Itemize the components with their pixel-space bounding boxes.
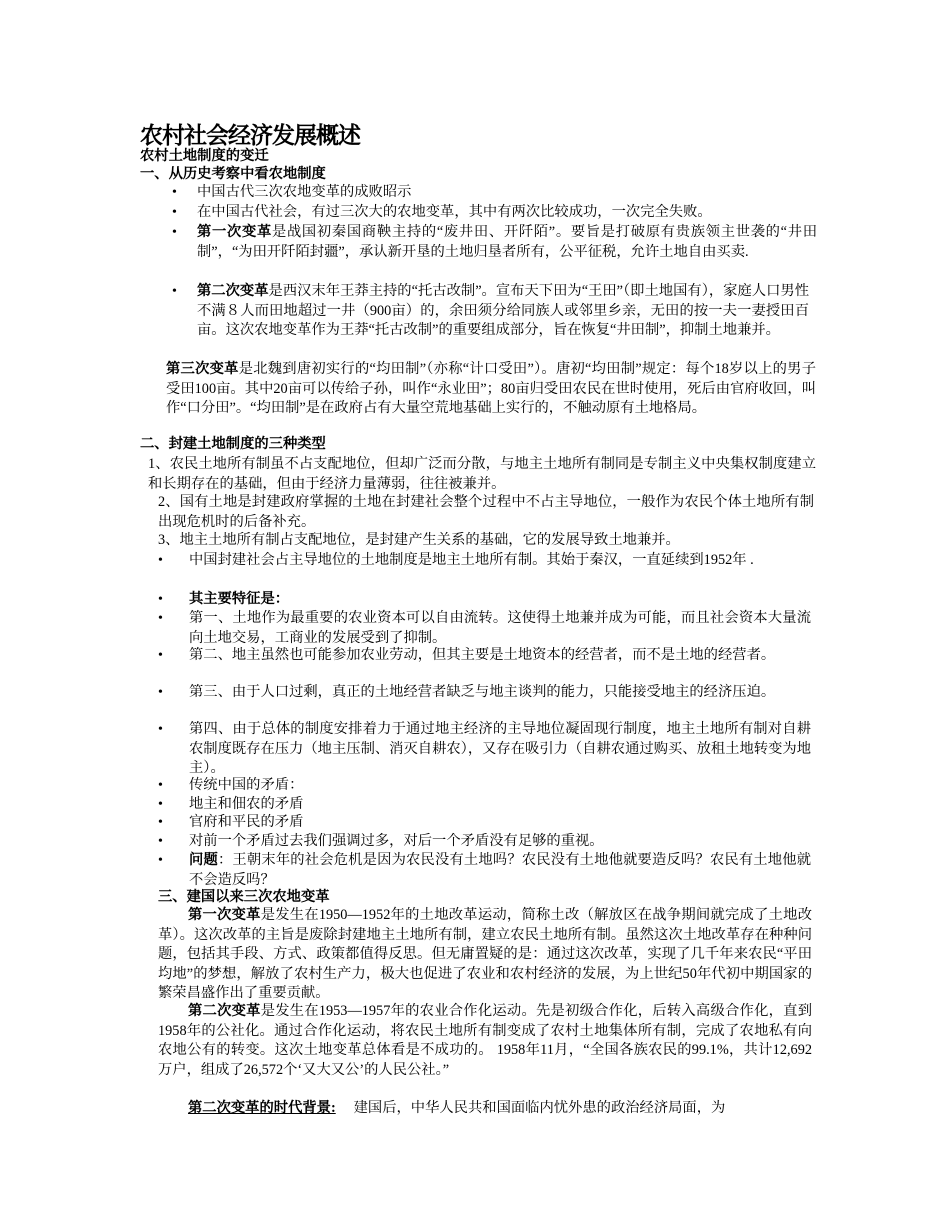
bullet-icon: • — [158, 553, 163, 568]
background-label: 第二次变革的时代背景: — [188, 1100, 336, 1116]
numbered-item: 2、国有土地是封建政府掌握的土地在封建社会整个过程中不占主导地位，一般作为农民个体土地所有制出现危机时的后备补充。 — [158, 494, 814, 530]
cooperative-text: 是发生在1953—1957年的农业合作化运动。先是初级合作化，后转入高级合作化，直到1958年的公社化。通过合作化运动，将农民土地所有制变成了农村土地集体所有制，完成了农地私有向农地公有的转变。这次土地变革总体看是不成功的。 1958年11月，“全国各族农民的99.1%，共计12,692万户，组成了26,572个‘又大又公’的人民公社。” — [158, 1003, 813, 1078]
numbered-item: 3、地主土地所有制占支配地位，是封建产生关系的基础，它的发展导致土地兼并。 — [158, 532, 680, 548]
heading-1: 一、从历史考察中看农地制度 — [140, 166, 326, 182]
second-reform-label: 第二次变革 — [197, 283, 269, 299]
first-reform-label: 第一次变革 — [197, 224, 272, 240]
land-reform-label: 第一次变革 — [188, 907, 261, 923]
background-text: 建国后，中华人民共和国面临内忧外患的政治经济局面，为 — [335, 1100, 726, 1116]
bullet-icon: • — [158, 834, 163, 849]
third-reform-label: 第三次变革 — [166, 361, 239, 377]
list-item: 在中国古代社会，有过三次大的农地变革，其中有两次比较成功，一次完全失败。 — [197, 204, 712, 220]
question-label: 问题 — [189, 852, 218, 868]
heading-3: 三、建国以来三次农地变革 — [158, 889, 330, 905]
second-reform-text: 是西汉末年王莽主持的“托古改制”。宣布天下田为“王田”（即土地国有），家庭人口男性不满８人而田地超过一井（900亩）的，余田须分给同族人或邻里乡亲，无田的按一夫一妻授田百亩。这次农地变革作为王莽“托古改制”的重要组成部分，旨在恢复“井田制”，抑制土地兼并。 — [197, 283, 809, 339]
list-item: 地主和佃农的矛盾 — [189, 796, 304, 812]
list-item: 第二、地主虽然也可能参加农业劳动，但其主要是土地资本的经营者，而不是土地的经营者。 — [189, 647, 776, 663]
bullet-icon: • — [172, 284, 177, 299]
section-subtitle: 农村土地制度的变迁 — [140, 148, 269, 164]
list-item: 对前一个矛盾过去我们强调过多，对后一个矛盾没有足够的重视。 — [189, 833, 604, 849]
first-reform-text: 是战国初秦国商鞅主持的“废井田、开阡陌”。要旨是打破原有贵族领主世袭的“井田制”，“为田开阡陌封疆”，承认新开垦的土地归垦者所有，公平征税，允许土地自由买卖. — [197, 224, 817, 260]
question-text: ：王朝末年的社会危机是因为农民没有土地吗？农民没有土地他就要造反吗？农民有土地他就不会造反吗？ — [189, 852, 812, 888]
body-paragraph — [158, 1099, 812, 1119]
bullet-icon: • — [158, 592, 163, 607]
bullet-icon: • — [158, 685, 163, 700]
list-item: 传统中国的矛盾： — [189, 777, 304, 793]
cooperative-label: 第二次变革 — [188, 1003, 261, 1019]
list-item — [197, 223, 817, 262]
list-item — [189, 851, 811, 890]
bullet-icon: • — [158, 648, 163, 663]
bullet-icon: • — [172, 185, 177, 200]
bullet-icon: • — [158, 815, 163, 830]
bullet-icon: • — [172, 205, 177, 220]
list-item: 第三、由于人口过剩，真正的土地经营者缺乏与地主谈判的能力，只能接受地主的经济压迫。 — [189, 684, 776, 700]
list-item — [197, 282, 809, 341]
document-title: 农村社会经济发展概述 — [140, 122, 360, 149]
bullet-icon: • — [158, 778, 163, 793]
third-reform-text: 是北魏到唐初实行的“均田制”（亦称“计口受田”）。唐初“均田制”规定：每个18岁以上的男子受田100亩。其中20亩可以传给子孙，叫作“永业田”；80亩归受田农民在世时使用，死后由官府收回，叫作“口分田”。“均田制”是在政府占有大量空荒地基础上实行的，不触动原有土地格局。 — [166, 361, 816, 417]
bullet-icon: • — [158, 853, 163, 868]
body-paragraph — [158, 906, 812, 1004]
list-item: 其主要特征是： — [189, 591, 290, 607]
list-item: 中国封建社会占主导地位的土地制度是地主土地所有制。其始于秦汉，一直延续到1952年 . — [189, 552, 754, 568]
list-item: 中国古代三次农地变革的成败昭示 — [197, 184, 412, 200]
list-item: 第四、由于总体的制度安排着力于通过地主经济的主导地位凝固现行制度，地主土地所有制对自耕农制度既存在压力（地主压制、消灭自耕农），又存在吸引力（自耕农通过购买、放租土地转变为地主）。 — [189, 721, 811, 777]
numbered-item: 1、农民土地所有制虽不占支配地位，但却广泛而分散，与地主土地所有制同是专制主义中央集权制度建立和长期存在的基础，但由于经济力量薄弱，往往被兼并。 — [148, 456, 816, 492]
body-paragraph — [158, 1002, 812, 1080]
bullet-icon: • — [158, 797, 163, 812]
third-reform-paragraph — [166, 360, 816, 419]
bullet-icon: • — [172, 225, 177, 240]
bullet-icon: • — [158, 722, 163, 737]
heading-2: 二、封建土地制度的三种类型 — [140, 436, 326, 452]
list-item: 第一、土地作为最重要的农业资本可以自由流转。这使得土地兼并成为可能，而且社会资本大量流向土地交易，工商业的发展受到了抑制。 — [189, 610, 811, 646]
land-reform-text: 是发生在1950—1952年的土地改革运动，简称土改（解放区在战争期间就完成了土地改革）。这次改革的主旨是废除封建地主土地所有制，建立农民土地所有制。虽然这次土地改革存在种种问题，包括其手段、方式、政策都值得反思。但无庸置疑的是：通过这次改革，实现了几千年来农民“平田均地”的梦想，解放了农村生产力，极大也促进了农业和农村经济的发展，为上世纪50年代初中期国家的繁荣昌盛作出了重要贡献。 — [158, 907, 813, 1002]
list-item: 官府和平民的矛盾 — [189, 814, 304, 830]
bullet-icon: • — [158, 611, 163, 626]
